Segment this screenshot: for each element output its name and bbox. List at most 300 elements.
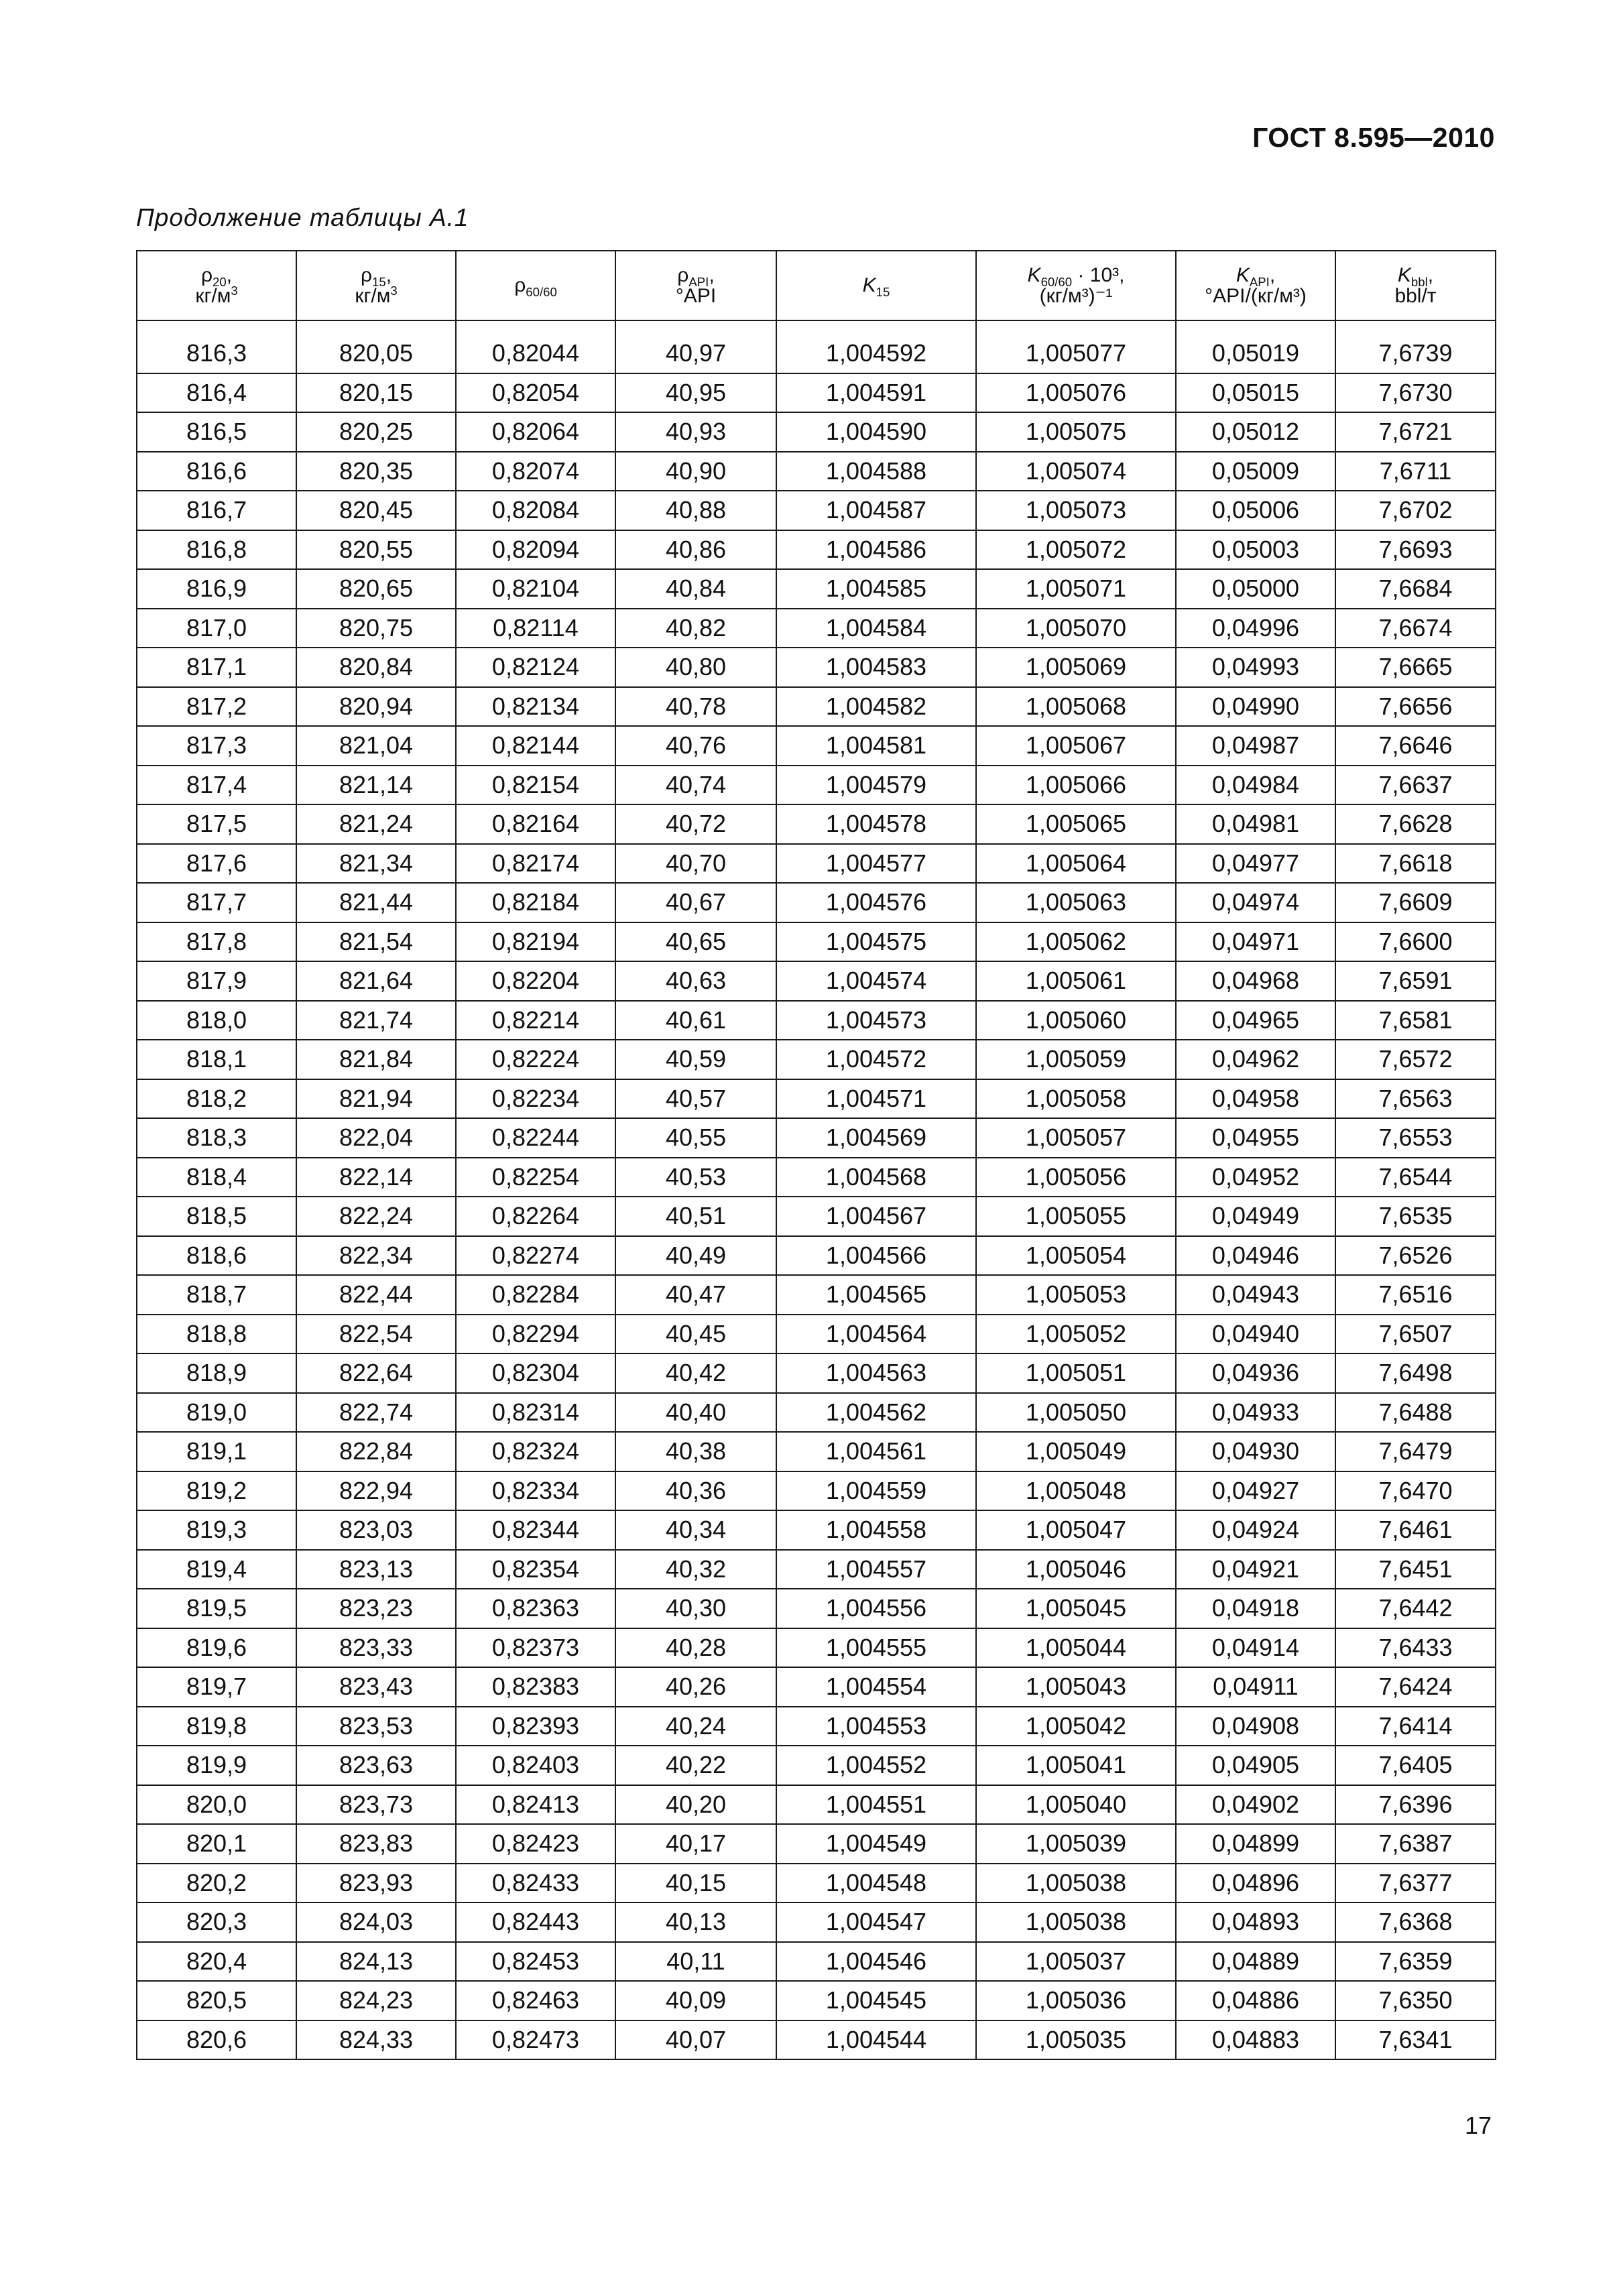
table-cell: 0,82344 bbox=[456, 1510, 615, 1550]
table-row bbox=[137, 373, 1496, 413]
table-cell: 7,6433 bbox=[1335, 1628, 1496, 1668]
table-cell: 1,005065 bbox=[976, 804, 1176, 844]
table-cell: 40,42 bbox=[615, 1353, 776, 1393]
table-cell: 40,82 bbox=[615, 609, 776, 648]
table-cell: 1,004552 bbox=[776, 1746, 976, 1785]
table-cell: 7,6424 bbox=[1335, 1667, 1496, 1707]
table-cell: 0,04977 bbox=[1176, 844, 1335, 884]
table-cell: 40,15 bbox=[615, 1864, 776, 1903]
table-cell: 0,82274 bbox=[456, 1236, 615, 1276]
table-cell: 0,82214 bbox=[456, 1001, 615, 1040]
table-cell: 1,005058 bbox=[976, 1079, 1176, 1119]
table-row bbox=[137, 1432, 1496, 1471]
table-cell: 1,005064 bbox=[976, 844, 1176, 884]
table-cell: 40,51 bbox=[615, 1197, 776, 1236]
table-row bbox=[137, 335, 1496, 373]
table-cell: 820,15 bbox=[296, 373, 456, 413]
table-cell: 0,04965 bbox=[1176, 1001, 1335, 1040]
table-cell: 1,004544 bbox=[776, 2020, 976, 2060]
table-cell: 40,11 bbox=[615, 1942, 776, 1982]
column-header-unit: bbl/т bbox=[1394, 285, 1437, 307]
column-header-unit: °API bbox=[675, 285, 717, 307]
table-row bbox=[137, 1746, 1496, 1785]
table-cell: 7,6535 bbox=[1335, 1197, 1496, 1236]
table-cell: 40,80 bbox=[615, 648, 776, 687]
table-row bbox=[137, 1902, 1496, 1942]
table-cell: 822,04 bbox=[296, 1118, 456, 1158]
table-cell: 0,82264 bbox=[456, 1197, 615, 1236]
table-cell: 1,004549 bbox=[776, 1824, 976, 1864]
table-cell: 1,005041 bbox=[976, 1746, 1176, 1785]
table-cell: 40,47 bbox=[615, 1275, 776, 1315]
table-cell: 820,05 bbox=[296, 335, 456, 373]
table-cell: 7,6368 bbox=[1335, 1902, 1496, 1942]
table-cell: 1,005053 bbox=[976, 1275, 1176, 1315]
table-cell: 1,005042 bbox=[976, 1707, 1176, 1746]
table-cell: 821,74 bbox=[296, 1001, 456, 1040]
table-cell: 0,82144 bbox=[456, 726, 615, 766]
table-cell: 820,5 bbox=[137, 1981, 296, 2020]
table-cell: 0,82234 bbox=[456, 1079, 615, 1119]
table-cell: 1,005076 bbox=[976, 373, 1176, 413]
table-cell: 40,53 bbox=[615, 1158, 776, 1197]
table-cell: 7,6553 bbox=[1335, 1118, 1496, 1158]
table-row bbox=[137, 1628, 1496, 1668]
column-header-symbol: $\rho_{15}$, bbox=[360, 263, 392, 289]
table-cell: 820,0 bbox=[137, 1785, 296, 1825]
table-cell: 1,004557 bbox=[776, 1550, 976, 1589]
table-cell: 1,004592 bbox=[776, 335, 976, 373]
table-cell: 0,82433 bbox=[456, 1864, 615, 1903]
column-header bbox=[1335, 251, 1496, 320]
table-cell: 1,005051 bbox=[976, 1353, 1176, 1393]
table-row bbox=[137, 1707, 1496, 1746]
table-cell: 40,59 bbox=[615, 1040, 776, 1079]
table-cell: 1,005038 bbox=[976, 1864, 1176, 1903]
table-cell: 40,65 bbox=[615, 922, 776, 962]
table-cell: 819,4 bbox=[137, 1550, 296, 1589]
table-cell: 1,004547 bbox=[776, 1902, 976, 1942]
table-cell: 1,005039 bbox=[976, 1824, 1176, 1864]
table-row bbox=[137, 1471, 1496, 1511]
table-cell: 0,04968 bbox=[1176, 961, 1335, 1001]
table-cell: 1,004576 bbox=[776, 883, 976, 922]
table-row bbox=[137, 922, 1496, 962]
column-header-symbol: $K_{API}$, bbox=[1236, 263, 1276, 289]
table-header-row bbox=[137, 251, 1496, 320]
table-cell: 1,004574 bbox=[776, 961, 976, 1001]
table-cell: 823,93 bbox=[296, 1864, 456, 1903]
table-cell: 1,004583 bbox=[776, 648, 976, 687]
table-cell: 7,6646 bbox=[1335, 726, 1496, 766]
table-cell: 1,005069 bbox=[976, 648, 1176, 687]
table-cell: 7,6665 bbox=[1335, 648, 1496, 687]
table-cell: 7,6591 bbox=[1335, 961, 1496, 1001]
table-cell: 0,04955 bbox=[1176, 1118, 1335, 1158]
table-cell: 0,04949 bbox=[1176, 1197, 1335, 1236]
table-cell: 0,82174 bbox=[456, 844, 615, 884]
table-cell: 820,35 bbox=[296, 452, 456, 491]
table-cell: 0,04914 bbox=[1176, 1628, 1335, 1668]
table-cell: 7,6396 bbox=[1335, 1785, 1496, 1825]
table-cell: 823,13 bbox=[296, 1550, 456, 1589]
table-cell: 0,82463 bbox=[456, 1981, 615, 2020]
table-cell: 1,005055 bbox=[976, 1197, 1176, 1236]
table-cell: 0,82453 bbox=[456, 1942, 615, 1982]
table-row bbox=[137, 2020, 1496, 2060]
table-cell: 822,84 bbox=[296, 1432, 456, 1471]
table-row bbox=[137, 491, 1496, 530]
table-cell: 1,004590 bbox=[776, 412, 976, 452]
table-cell: 1,004571 bbox=[776, 1079, 976, 1119]
table-row bbox=[137, 1589, 1496, 1628]
table-cell: 0,82393 bbox=[456, 1707, 615, 1746]
table-cell: 7,6563 bbox=[1335, 1079, 1496, 1119]
table-cell: 0,04908 bbox=[1176, 1707, 1335, 1746]
table-cell: 1,004559 bbox=[776, 1471, 976, 1511]
table-cell: 7,6674 bbox=[1335, 609, 1496, 648]
table-cell: 819,7 bbox=[137, 1667, 296, 1707]
table-cell: 7,6730 bbox=[1335, 373, 1496, 413]
table-cell: 820,25 bbox=[296, 412, 456, 452]
column-header bbox=[615, 251, 776, 320]
table-cell: 1,005043 bbox=[976, 1667, 1176, 1707]
table-cell: 0,05000 bbox=[1176, 569, 1335, 609]
table-cell: 1,005062 bbox=[976, 922, 1176, 962]
table-cell: 818,9 bbox=[137, 1353, 296, 1393]
table-cell: 7,6637 bbox=[1335, 766, 1496, 805]
table-cell: 817,9 bbox=[137, 961, 296, 1001]
table-cell: 0,82383 bbox=[456, 1667, 615, 1707]
column-header-unit: $кг/м^3$ bbox=[195, 284, 238, 307]
table-cell: 1,005046 bbox=[976, 1550, 1176, 1589]
table-cell: 40,13 bbox=[615, 1902, 776, 1942]
table-cell: 1,004569 bbox=[776, 1118, 976, 1158]
table-cell: 824,23 bbox=[296, 1981, 456, 2020]
data-table bbox=[136, 250, 1496, 2060]
table-cell: 7,6600 bbox=[1335, 922, 1496, 962]
table-cell: 0,04902 bbox=[1176, 1785, 1335, 1825]
table-cell: 817,8 bbox=[137, 922, 296, 962]
table-cell: 40,17 bbox=[615, 1824, 776, 1864]
table-cell: 40,20 bbox=[615, 1785, 776, 1825]
table-cell: 1,005063 bbox=[976, 883, 1176, 922]
table-cell: 0,82164 bbox=[456, 804, 615, 844]
table-cell: 820,45 bbox=[296, 491, 456, 530]
table-cell: 1,004548 bbox=[776, 1864, 976, 1903]
table-row bbox=[137, 648, 1496, 687]
table-cell: 1,005048 bbox=[976, 1471, 1176, 1511]
table-cell: 0,04952 bbox=[1176, 1158, 1335, 1197]
table-cell: 816,4 bbox=[137, 373, 296, 413]
document-code: ГОСТ 8.595—2010 bbox=[1252, 122, 1495, 153]
table-cell: 0,04946 bbox=[1176, 1236, 1335, 1276]
table-cell: 821,34 bbox=[296, 844, 456, 884]
table-cell: 0,04899 bbox=[1176, 1824, 1335, 1864]
table-cell: 7,6377 bbox=[1335, 1864, 1496, 1903]
table-cell: 0,82373 bbox=[456, 1628, 615, 1668]
table-cell: 7,6572 bbox=[1335, 1040, 1496, 1079]
table-cell: 0,82473 bbox=[456, 2020, 615, 2060]
table-cell: 1,004561 bbox=[776, 1432, 976, 1471]
table-cell: 1,005066 bbox=[976, 766, 1176, 805]
table-cell: 819,8 bbox=[137, 1707, 296, 1746]
table-cell: 0,04943 bbox=[1176, 1275, 1335, 1315]
column-header-symbol: $K_{60/60} \cdot 10^3$, bbox=[1027, 263, 1125, 289]
table-cell: 0,82104 bbox=[456, 569, 615, 609]
table-cell: 0,82124 bbox=[456, 648, 615, 687]
table-cell: 817,0 bbox=[137, 609, 296, 648]
table-cell: 816,3 bbox=[137, 335, 296, 373]
table-cell: 7,6405 bbox=[1335, 1746, 1496, 1785]
table-cell: 0,82044 bbox=[456, 335, 615, 373]
table-cell: 7,6451 bbox=[1335, 1550, 1496, 1589]
table-cell: 0,04987 bbox=[1176, 726, 1335, 766]
table-cell: 7,6470 bbox=[1335, 1471, 1496, 1511]
table-cell: 0,04921 bbox=[1176, 1550, 1335, 1589]
table-cell: 816,7 bbox=[137, 491, 296, 530]
table-cell: 1,005060 bbox=[976, 1001, 1176, 1040]
table-row bbox=[137, 1001, 1496, 1040]
table-cell: 0,82413 bbox=[456, 1785, 615, 1825]
table-cell: 1,005075 bbox=[976, 412, 1176, 452]
table-cell: 820,4 bbox=[137, 1942, 296, 1982]
table-cell: 0,82403 bbox=[456, 1746, 615, 1785]
table-cell: 1,005077 bbox=[976, 335, 1176, 373]
table-cell: 820,1 bbox=[137, 1824, 296, 1864]
table-row bbox=[137, 1981, 1496, 2020]
table-cell: 0,82184 bbox=[456, 883, 615, 922]
table-cell: 7,6702 bbox=[1335, 491, 1496, 530]
table-cell: 0,82284 bbox=[456, 1275, 615, 1315]
table-cell: 1,005040 bbox=[976, 1785, 1176, 1825]
table-cell: 1,004565 bbox=[776, 1275, 976, 1315]
table-cell: 7,6341 bbox=[1335, 2020, 1496, 2060]
table-row bbox=[137, 412, 1496, 452]
table-cell: 1,004588 bbox=[776, 452, 976, 491]
table-cell: 819,1 bbox=[137, 1432, 296, 1471]
table-row bbox=[137, 766, 1496, 805]
table-cell: 822,74 bbox=[296, 1393, 456, 1433]
table-cell: 0,05009 bbox=[1176, 452, 1335, 491]
table-cell: 40,24 bbox=[615, 1707, 776, 1746]
table-cell: 823,43 bbox=[296, 1667, 456, 1707]
table-cell: 0,82194 bbox=[456, 922, 615, 962]
table-row bbox=[137, 1236, 1496, 1276]
table-cell: 0,04993 bbox=[1176, 648, 1335, 687]
table-cell: 40,34 bbox=[615, 1510, 776, 1550]
table-cell: 1,004567 bbox=[776, 1197, 976, 1236]
table-cell: 0,04927 bbox=[1176, 1471, 1335, 1511]
table-cell: 821,84 bbox=[296, 1040, 456, 1079]
table-cell: 40,74 bbox=[615, 766, 776, 805]
table-cell: 0,82244 bbox=[456, 1118, 615, 1158]
table-cell: 0,05012 bbox=[1176, 412, 1335, 452]
table-row bbox=[137, 1197, 1496, 1236]
column-header bbox=[296, 251, 456, 320]
table-cell: 823,33 bbox=[296, 1628, 456, 1668]
table-cell: 824,03 bbox=[296, 1902, 456, 1942]
table-cell: 0,82254 bbox=[456, 1158, 615, 1197]
table-cell: 1,005049 bbox=[976, 1432, 1176, 1471]
table-cell: 0,82314 bbox=[456, 1393, 615, 1433]
table-row bbox=[137, 961, 1496, 1001]
table-cell: 7,6387 bbox=[1335, 1824, 1496, 1864]
table-cell: 0,82224 bbox=[456, 1040, 615, 1079]
table-cell: 1,004546 bbox=[776, 1942, 976, 1982]
table-row bbox=[137, 1667, 1496, 1707]
table-cell: 1,005070 bbox=[976, 609, 1176, 648]
table-cell: 824,33 bbox=[296, 2020, 456, 2060]
table-row bbox=[137, 1942, 1496, 1982]
table-cell: 1,004591 bbox=[776, 373, 976, 413]
table-row bbox=[137, 1785, 1496, 1825]
table-cell: 7,6618 bbox=[1335, 844, 1496, 884]
table-cell: 40,28 bbox=[615, 1628, 776, 1668]
table-cell: 40,26 bbox=[615, 1667, 776, 1707]
table-cell: 0,82094 bbox=[456, 530, 615, 570]
table-cell: 818,5 bbox=[137, 1197, 296, 1236]
table-cell: 0,82423 bbox=[456, 1824, 615, 1864]
table-cell: 7,6461 bbox=[1335, 1510, 1496, 1550]
table-cell: 816,8 bbox=[137, 530, 296, 570]
table-cell: 1,004575 bbox=[776, 922, 976, 962]
table-cell: 40,38 bbox=[615, 1432, 776, 1471]
table-cell: 820,84 bbox=[296, 648, 456, 687]
table-row bbox=[137, 609, 1496, 648]
table-cell: 823,03 bbox=[296, 1510, 456, 1550]
table-cell: 40,67 bbox=[615, 883, 776, 922]
table-cell: 822,34 bbox=[296, 1236, 456, 1276]
table-row bbox=[137, 1393, 1496, 1433]
table-cell: 40,61 bbox=[615, 1001, 776, 1040]
table-cell: 40,88 bbox=[615, 491, 776, 530]
table-cell: 1,004555 bbox=[776, 1628, 976, 1668]
table-row bbox=[137, 1040, 1496, 1079]
table-cell: 7,6488 bbox=[1335, 1393, 1496, 1433]
table-cell: 1,005050 bbox=[976, 1393, 1176, 1433]
column-header-unit: $кг/м^3$ bbox=[355, 284, 398, 307]
table-cell: 1,004577 bbox=[776, 844, 976, 884]
table-cell: 7,6739 bbox=[1335, 335, 1496, 373]
table-cell: 1,005074 bbox=[976, 452, 1176, 491]
table-cell: 0,04962 bbox=[1176, 1040, 1335, 1079]
table-cell: 40,97 bbox=[615, 335, 776, 373]
table-cell: 824,13 bbox=[296, 1942, 456, 1982]
table-cell: 40,84 bbox=[615, 569, 776, 609]
table-cell: 7,6414 bbox=[1335, 1707, 1496, 1746]
table-cell: 7,6359 bbox=[1335, 1942, 1496, 1982]
table-cell: 821,94 bbox=[296, 1079, 456, 1119]
table-cell: 1,004573 bbox=[776, 1001, 976, 1040]
table-cell: 1,005067 bbox=[976, 726, 1176, 766]
table-cell: 0,04984 bbox=[1176, 766, 1335, 805]
table-cell: 40,30 bbox=[615, 1589, 776, 1628]
table-cell: 1,004582 bbox=[776, 687, 976, 727]
table-row bbox=[137, 1824, 1496, 1864]
table-cell: 0,82114 bbox=[456, 609, 615, 648]
table-cell: 819,5 bbox=[137, 1589, 296, 1628]
table-cell: 817,5 bbox=[137, 804, 296, 844]
table-cell: 0,04896 bbox=[1176, 1864, 1335, 1903]
table-cell: 1,004566 bbox=[776, 1236, 976, 1276]
table-cell: 0,04905 bbox=[1176, 1746, 1335, 1785]
table-cell: 0,82324 bbox=[456, 1432, 615, 1471]
table-cell: 1,004554 bbox=[776, 1667, 976, 1707]
table-cell: 822,14 bbox=[296, 1158, 456, 1197]
table-row bbox=[137, 726, 1496, 766]
table-cell: 820,65 bbox=[296, 569, 456, 609]
table-cell: 822,54 bbox=[296, 1315, 456, 1354]
table-cell: 7,6721 bbox=[1335, 412, 1496, 452]
table-cell: 40,76 bbox=[615, 726, 776, 766]
table-cell: 819,6 bbox=[137, 1628, 296, 1668]
table-cell: 0,04933 bbox=[1176, 1393, 1335, 1433]
column-header-symbol: $K_{15}$ bbox=[862, 274, 890, 300]
table-cell: 818,8 bbox=[137, 1315, 296, 1354]
table-cell: 1,005068 bbox=[976, 687, 1176, 727]
column-header-symbol: $\rho_{60/60}$ bbox=[514, 274, 557, 300]
table-cell: 0,04893 bbox=[1176, 1902, 1335, 1942]
table-cell: 1,005044 bbox=[976, 1628, 1176, 1668]
table-cell: 1,004545 bbox=[776, 1981, 976, 2020]
table-cell: 818,2 bbox=[137, 1079, 296, 1119]
table-cell: 1,005035 bbox=[976, 2020, 1176, 2060]
table-cell: 1,005052 bbox=[976, 1315, 1176, 1354]
table-cell: 1,004572 bbox=[776, 1040, 976, 1079]
table-row bbox=[137, 452, 1496, 491]
table-cell: 0,05015 bbox=[1176, 373, 1335, 413]
table-cell: 820,55 bbox=[296, 530, 456, 570]
table-cell: 0,05006 bbox=[1176, 491, 1335, 530]
column-header-symbol: $K_{bbl}$, bbox=[1397, 263, 1434, 289]
table-cell: 820,75 bbox=[296, 609, 456, 648]
table-cell: 0,04974 bbox=[1176, 883, 1335, 922]
table-cell: 816,9 bbox=[137, 569, 296, 609]
table-cell: 40,63 bbox=[615, 961, 776, 1001]
table-cell: 0,82054 bbox=[456, 373, 615, 413]
column-header bbox=[1176, 251, 1335, 320]
table-row bbox=[137, 1158, 1496, 1197]
table-cell: 817,6 bbox=[137, 844, 296, 884]
table-cell: 7,6479 bbox=[1335, 1432, 1496, 1471]
table-row bbox=[137, 1353, 1496, 1393]
table-row bbox=[137, 687, 1496, 727]
table-cell: 822,44 bbox=[296, 1275, 456, 1315]
table-cell: 1,004581 bbox=[776, 726, 976, 766]
table-cell: 820,3 bbox=[137, 1902, 296, 1942]
table-cell: 1,005037 bbox=[976, 1942, 1176, 1982]
table-cell: 0,04930 bbox=[1176, 1432, 1335, 1471]
table-cell: 1,004556 bbox=[776, 1589, 976, 1628]
table-row bbox=[137, 1864, 1496, 1903]
table-cell: 40,45 bbox=[615, 1315, 776, 1354]
table-cell: 0,04883 bbox=[1176, 2020, 1335, 2060]
column-header-symbol: $\rho_{API}$, bbox=[677, 263, 715, 289]
table-body bbox=[137, 320, 1496, 2059]
table-cell: 0,82084 bbox=[456, 491, 615, 530]
table-cell: 0,82443 bbox=[456, 1902, 615, 1942]
table-spacer-row bbox=[137, 320, 1496, 335]
table-cell: 1,004579 bbox=[776, 766, 976, 805]
column-header bbox=[776, 251, 976, 320]
table-row bbox=[137, 1550, 1496, 1589]
page-number: 17 bbox=[1464, 2112, 1492, 2139]
table-cell: 0,04889 bbox=[1176, 1942, 1335, 1982]
table-cell: 1,005045 bbox=[976, 1589, 1176, 1628]
table-cell: 1,004553 bbox=[776, 1707, 976, 1746]
table-cell: 0,04940 bbox=[1176, 1315, 1335, 1354]
